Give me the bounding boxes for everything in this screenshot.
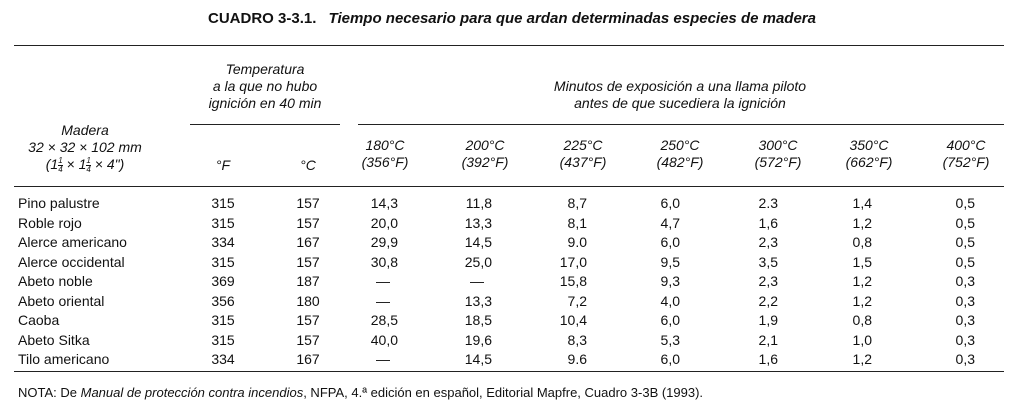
temp-column-header <box>824 137 914 171</box>
bottom-rule <box>14 371 1004 372</box>
exposure-minutes-cell: 0,5 <box>955 214 975 231</box>
fraction-denominator-2: 4 <box>86 164 91 174</box>
no-ignition-temp-c: 167 <box>296 234 320 250</box>
wood-name: Abeto oriental <box>18 292 105 309</box>
wood-name: Roble rojo <box>18 214 82 231</box>
temp-fahrenheit: (437°F) <box>559 154 607 170</box>
temp-celsius: 250°C <box>660 137 700 153</box>
exposure-minutes-cell: 1,2 <box>852 214 872 231</box>
exposure-minutes-cell: 0,3 <box>955 351 975 367</box>
no-ignition-temp-c: 157 <box>296 331 320 348</box>
exposure-minutes-cell: 0,5 <box>955 253 975 270</box>
unit-c-header: °C <box>300 157 316 173</box>
minutes-header-line2: antes de que sucediera la ignición <box>574 95 786 111</box>
wood-name: Alerce americano <box>18 234 127 250</box>
exposure-minutes-cell: 6,0 <box>660 351 680 367</box>
exposure-minutes-cell: 2,3 <box>758 234 778 250</box>
exposure-minutes-cell: 1,6 <box>758 214 778 231</box>
exposure-minutes-cell: 0,3 <box>955 292 975 309</box>
temp-column-header <box>340 137 430 171</box>
exposure-minutes-cell: 3,5 <box>758 253 778 270</box>
temp-celsius: 350°C <box>849 137 889 153</box>
temp-fahrenheit: (752°F) <box>942 154 990 170</box>
no-ignition-temp-f: 356 <box>211 292 235 309</box>
exposure-minutes-cell: 1,4 <box>852 195 872 211</box>
exposure-minutes-cell: — <box>376 351 390 367</box>
temp-celsius: 180°C <box>365 137 405 153</box>
temp-group-rule <box>190 124 340 125</box>
exposure-minutes-cell: 9,5 <box>660 253 680 270</box>
note-suffix: , NFPA, 4.ª edición en español, Editorial Mapfre, Cuadro 3-3B (1993). <box>303 385 704 400</box>
exposure-minutes-cell: 8,3 <box>567 331 587 348</box>
temp-column-header <box>733 137 823 171</box>
exposure-minutes-cell: 2,3 <box>758 273 778 289</box>
fraction-one-quarter <box>58 157 62 174</box>
wood-header <box>10 122 160 174</box>
exposure-minutes-cell: 1,2 <box>852 351 872 367</box>
temp-celsius: 225°C <box>563 137 603 153</box>
temp-header-line3: ignición en 40 min <box>208 95 322 111</box>
header-bottom-rule <box>14 186 1004 187</box>
exposure-minutes-cell: 1,6 <box>758 351 778 367</box>
temp-fahrenheit: (572°F) <box>754 154 802 170</box>
note-source: Manual de protección contra incendios <box>80 385 304 400</box>
temp-fahrenheit: (482°F) <box>656 154 704 170</box>
exposure-minutes-cell: 1,2 <box>852 292 872 309</box>
exposure-minutes-cell: 15,8 <box>559 273 587 289</box>
exposure-minutes-cell: 9.0 <box>567 234 587 250</box>
no-ignition-temp-f: 315 <box>211 331 235 348</box>
wood-dim-c: × 4") <box>94 156 125 172</box>
exposure-minutes-cell: 29,9 <box>370 234 398 250</box>
exposure-minutes-cell: 0,3 <box>955 273 975 289</box>
exposure-minutes-cell: 9,3 <box>660 273 680 289</box>
no-ignition-temp-c: 157 <box>296 214 320 231</box>
no-ignition-temp-f: 315 <box>211 214 235 231</box>
exposure-minutes-cell: 8,7 <box>567 195 587 211</box>
exposure-minutes-cell: 28,5 <box>370 312 398 328</box>
exposure-minutes-cell: 2.3 <box>758 195 778 211</box>
exposure-minutes-cell: 17,0 <box>559 253 587 270</box>
note-prefix: NOTA: De <box>18 385 81 400</box>
exposure-minutes-cell: 2,2 <box>758 292 778 309</box>
minutes-header-line1: Minutos de exposición a una llama piloto <box>553 78 807 94</box>
exposure-minutes-cell: 0,3 <box>955 331 975 348</box>
exposure-minutes-cell: 25,0 <box>464 253 492 270</box>
no-ignition-temp-f: 315 <box>211 195 235 211</box>
wood-header-line1: Madera <box>61 122 109 138</box>
wood-name: Abeto noble <box>18 273 93 289</box>
no-ignition-temp-f: 315 <box>211 253 235 270</box>
exposure-minutes-cell: 14,5 <box>464 234 492 250</box>
exposure-minutes-cell: 40,0 <box>370 331 398 348</box>
exposure-minutes-cell: 13,3 <box>464 214 492 231</box>
wood-header-line2: 32 × 32 × 102 mm <box>28 139 142 155</box>
wood-name: Abeto Sitka <box>18 331 90 348</box>
table-caption <box>0 10 1024 27</box>
table-note <box>18 385 703 400</box>
wood-name: Caoba <box>18 312 60 328</box>
exposure-minutes-cell: 6,0 <box>660 312 680 328</box>
exposure-minutes-cell: 4,0 <box>660 292 680 309</box>
exposure-minutes-cell: 6,0 <box>660 234 680 250</box>
temp-column-header <box>440 137 530 171</box>
wood-dim-b: × 1 <box>66 156 87 172</box>
no-ignition-temp-f: 315 <box>211 312 235 328</box>
temp-celsius: 200°C <box>465 137 505 153</box>
exposure-minutes-cell: 6,0 <box>660 195 680 211</box>
no-ignition-temp-f: 369 <box>211 273 235 289</box>
exposure-minutes-cell: 11,8 <box>465 195 492 211</box>
fraction-numerator-2: 1 <box>86 155 91 165</box>
caption-number: CUADRO 3-3.1. <box>208 10 317 27</box>
exposure-minutes-cell: 30,8 <box>370 253 398 270</box>
wood-name: Tilo americano <box>18 351 110 367</box>
caption-title: Tiempo necesario para que ardan determinadas especies de madera <box>328 10 816 27</box>
temp-celsius: 400°C <box>946 137 986 153</box>
minutes-group-rule <box>358 124 1004 125</box>
wood-dim-a: (1 <box>45 156 59 172</box>
temp-header-line1: Temperatura <box>225 61 305 77</box>
exposure-minutes-cell: 14,3 <box>370 195 398 211</box>
exposure-minutes-cell: 13,3 <box>464 292 492 309</box>
exposure-minutes-cell: 0,5 <box>955 234 975 250</box>
exposure-minutes-cell: 1,2 <box>852 273 872 289</box>
exposure-minutes-cell: 1,5 <box>852 253 872 270</box>
exposure-minutes-cell: 0,8 <box>852 234 872 250</box>
exposure-minutes-cell: 19,6 <box>464 331 492 348</box>
no-ignition-temp-c: 167 <box>296 351 320 367</box>
exposure-minutes-cell: 18,5 <box>464 312 492 328</box>
exposure-minutes-cell: 0,5 <box>955 195 975 211</box>
exposure-minutes-cell: 8,1 <box>567 214 587 231</box>
temp-fahrenheit: (356°F) <box>361 154 409 170</box>
exposure-minutes-cell: 1,0 <box>852 331 872 348</box>
top-rule <box>14 45 1004 46</box>
wood-name: Alerce occidental <box>18 253 125 270</box>
exposure-minutes-cell: 2,1 <box>758 331 778 348</box>
temp-celsius: 300°C <box>758 137 798 153</box>
no-ignition-temp-f: 334 <box>211 234 235 250</box>
exposure-minutes-cell: 0,8 <box>852 312 872 328</box>
temp-column-header <box>635 137 725 171</box>
exposure-minutes-cell: 20,0 <box>370 214 398 231</box>
exposure-minutes-cell: — <box>376 273 390 289</box>
wood-header-line3 <box>10 156 160 174</box>
exposure-minutes-cell: 10,4 <box>559 312 587 328</box>
temp-column-header <box>538 137 628 171</box>
temp-header-line2: a la que no hubo <box>212 78 318 94</box>
no-ignition-temp-c: 180 <box>296 292 320 309</box>
exposure-minutes-cell: 5,3 <box>660 331 680 348</box>
no-ignition-temp-f: 334 <box>211 351 235 367</box>
no-ignition-temp-c: 157 <box>296 253 320 270</box>
exposure-minutes-cell: 9.6 <box>567 351 587 367</box>
temp-column-header <box>921 137 1011 171</box>
unit-f-header: °F <box>215 157 231 173</box>
exposure-minutes-cell: 14,5 <box>464 351 492 367</box>
minutes-header <box>440 78 920 112</box>
no-ignition-temp-c: 157 <box>296 312 320 328</box>
temp-header <box>180 61 350 112</box>
exposure-minutes-cell: 7,2 <box>567 292 587 309</box>
temp-fahrenheit: (662°F) <box>845 154 893 170</box>
exposure-minutes-cell: — <box>376 292 390 309</box>
exposure-minutes-cell: 0,3 <box>955 312 975 328</box>
exposure-minutes-cell: 4,7 <box>660 214 680 231</box>
no-ignition-temp-c: 157 <box>296 195 320 211</box>
exposure-minutes-cell: — <box>470 273 484 289</box>
no-ignition-temp-c: 187 <box>296 273 320 289</box>
fraction-denominator: 4 <box>58 164 63 174</box>
exposure-minutes-cell: 1,9 <box>758 312 778 328</box>
fraction-numerator: 1 <box>58 155 63 165</box>
wood-name: Pino palustre <box>18 195 100 211</box>
temp-fahrenheit: (392°F) <box>461 154 509 170</box>
fraction-one-quarter-2 <box>86 157 90 174</box>
